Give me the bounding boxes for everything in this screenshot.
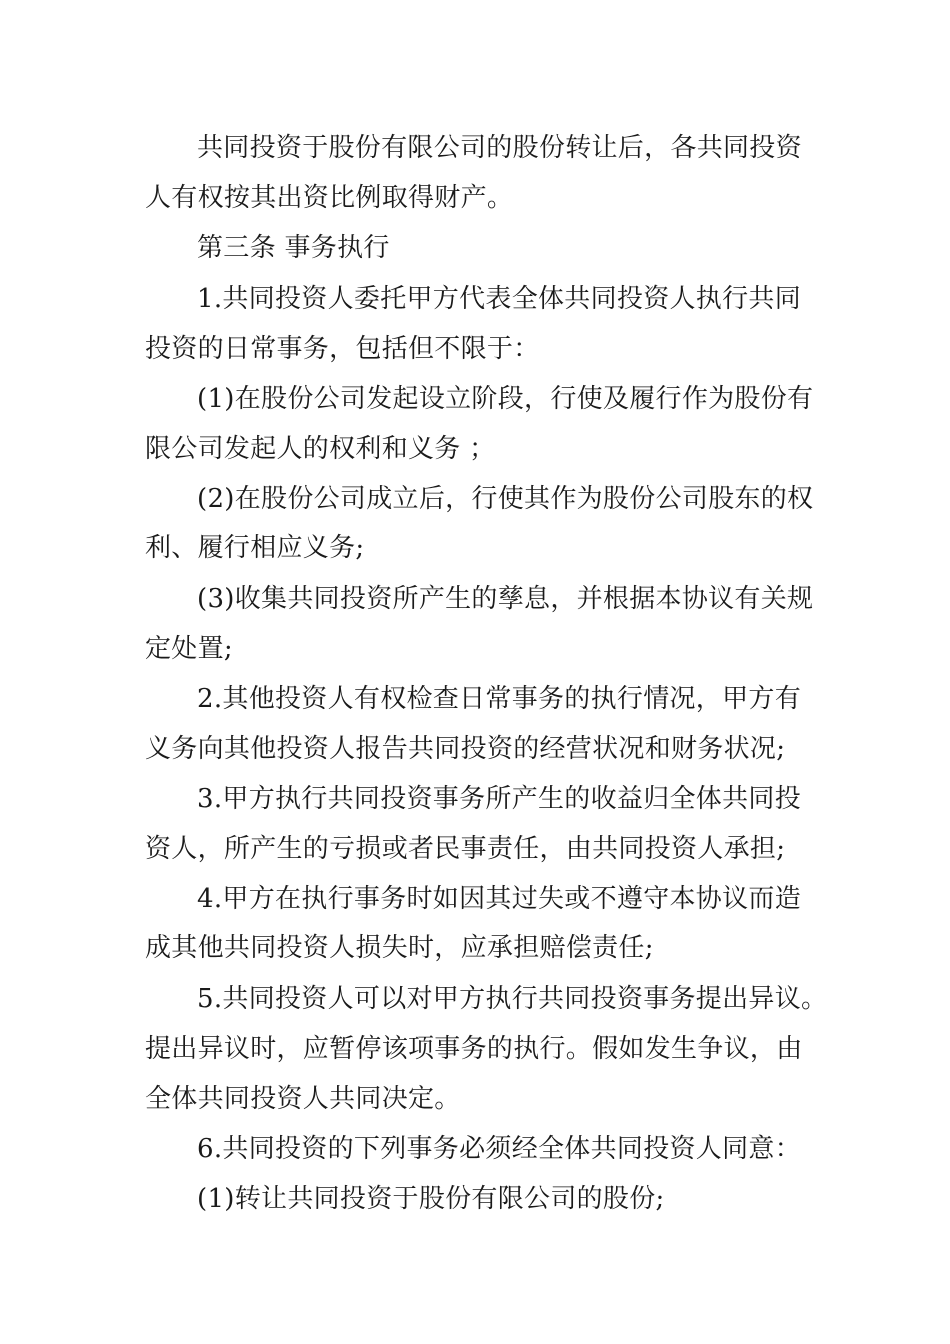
text-line: 6.共同投资的下列事务必须经全体共同投资人同意：: [197, 1134, 802, 1164]
text-line: 限公司发起人的权利和义务 ；: [145, 434, 496, 464]
text-line: (1)在股份公司发起设立阶段，行使及履行作为股份有: [197, 384, 814, 414]
text-line: 2.其他投资人有权检查日常事务的执行情况，甲方有: [197, 684, 802, 714]
text-line: 定处置;: [145, 634, 233, 664]
text-line: 全体共同投资人共同决定。: [145, 1084, 461, 1114]
text-line: 共同投资于股份有限公司的股份转让后，各共同投资: [197, 133, 802, 163]
text-line: (2)在股份公司成立后，行使其作为股份公司股东的权: [197, 484, 814, 514]
text-line: 投资的日常事务，包括但不限于：: [145, 334, 540, 364]
text-line: 3.甲方执行共同投资事务所产生的收益归全体共同投: [197, 784, 802, 814]
text-line: 4.甲方在执行事务时如因其过失或不遵守本协议而造: [197, 884, 802, 914]
text-line: 义务向其他投资人报告共同投资的经营状况和财务状况;: [145, 734, 786, 764]
text-line: 1.共同投资人委托甲方代表全体共同投资人执行共同: [197, 284, 802, 314]
text-line: 人有权按其出资比例取得财产。: [145, 183, 514, 213]
text-line: 资人，所产生的亏损或者民事责任，由共同投资人承担;: [145, 834, 786, 864]
text-line: 5.共同投资人可以对甲方执行共同投资事务提出异议。: [197, 984, 828, 1014]
text-line: (3)收集共同投资所产生的孳息，并根据本协议有关规: [197, 584, 814, 614]
text-line: 成其他共同投资人损失时，应承担赔偿责任;: [145, 933, 654, 963]
text-line: 提出异议时，应暂停该项事务的执行。假如发生争议，由: [145, 1034, 803, 1064]
section-heading: 第三条 事务执行: [197, 233, 390, 263]
text-line: (1)转让共同投资于股份有限公司的股份;: [197, 1184, 665, 1214]
text-line: 利、履行相应义务;: [145, 533, 365, 563]
